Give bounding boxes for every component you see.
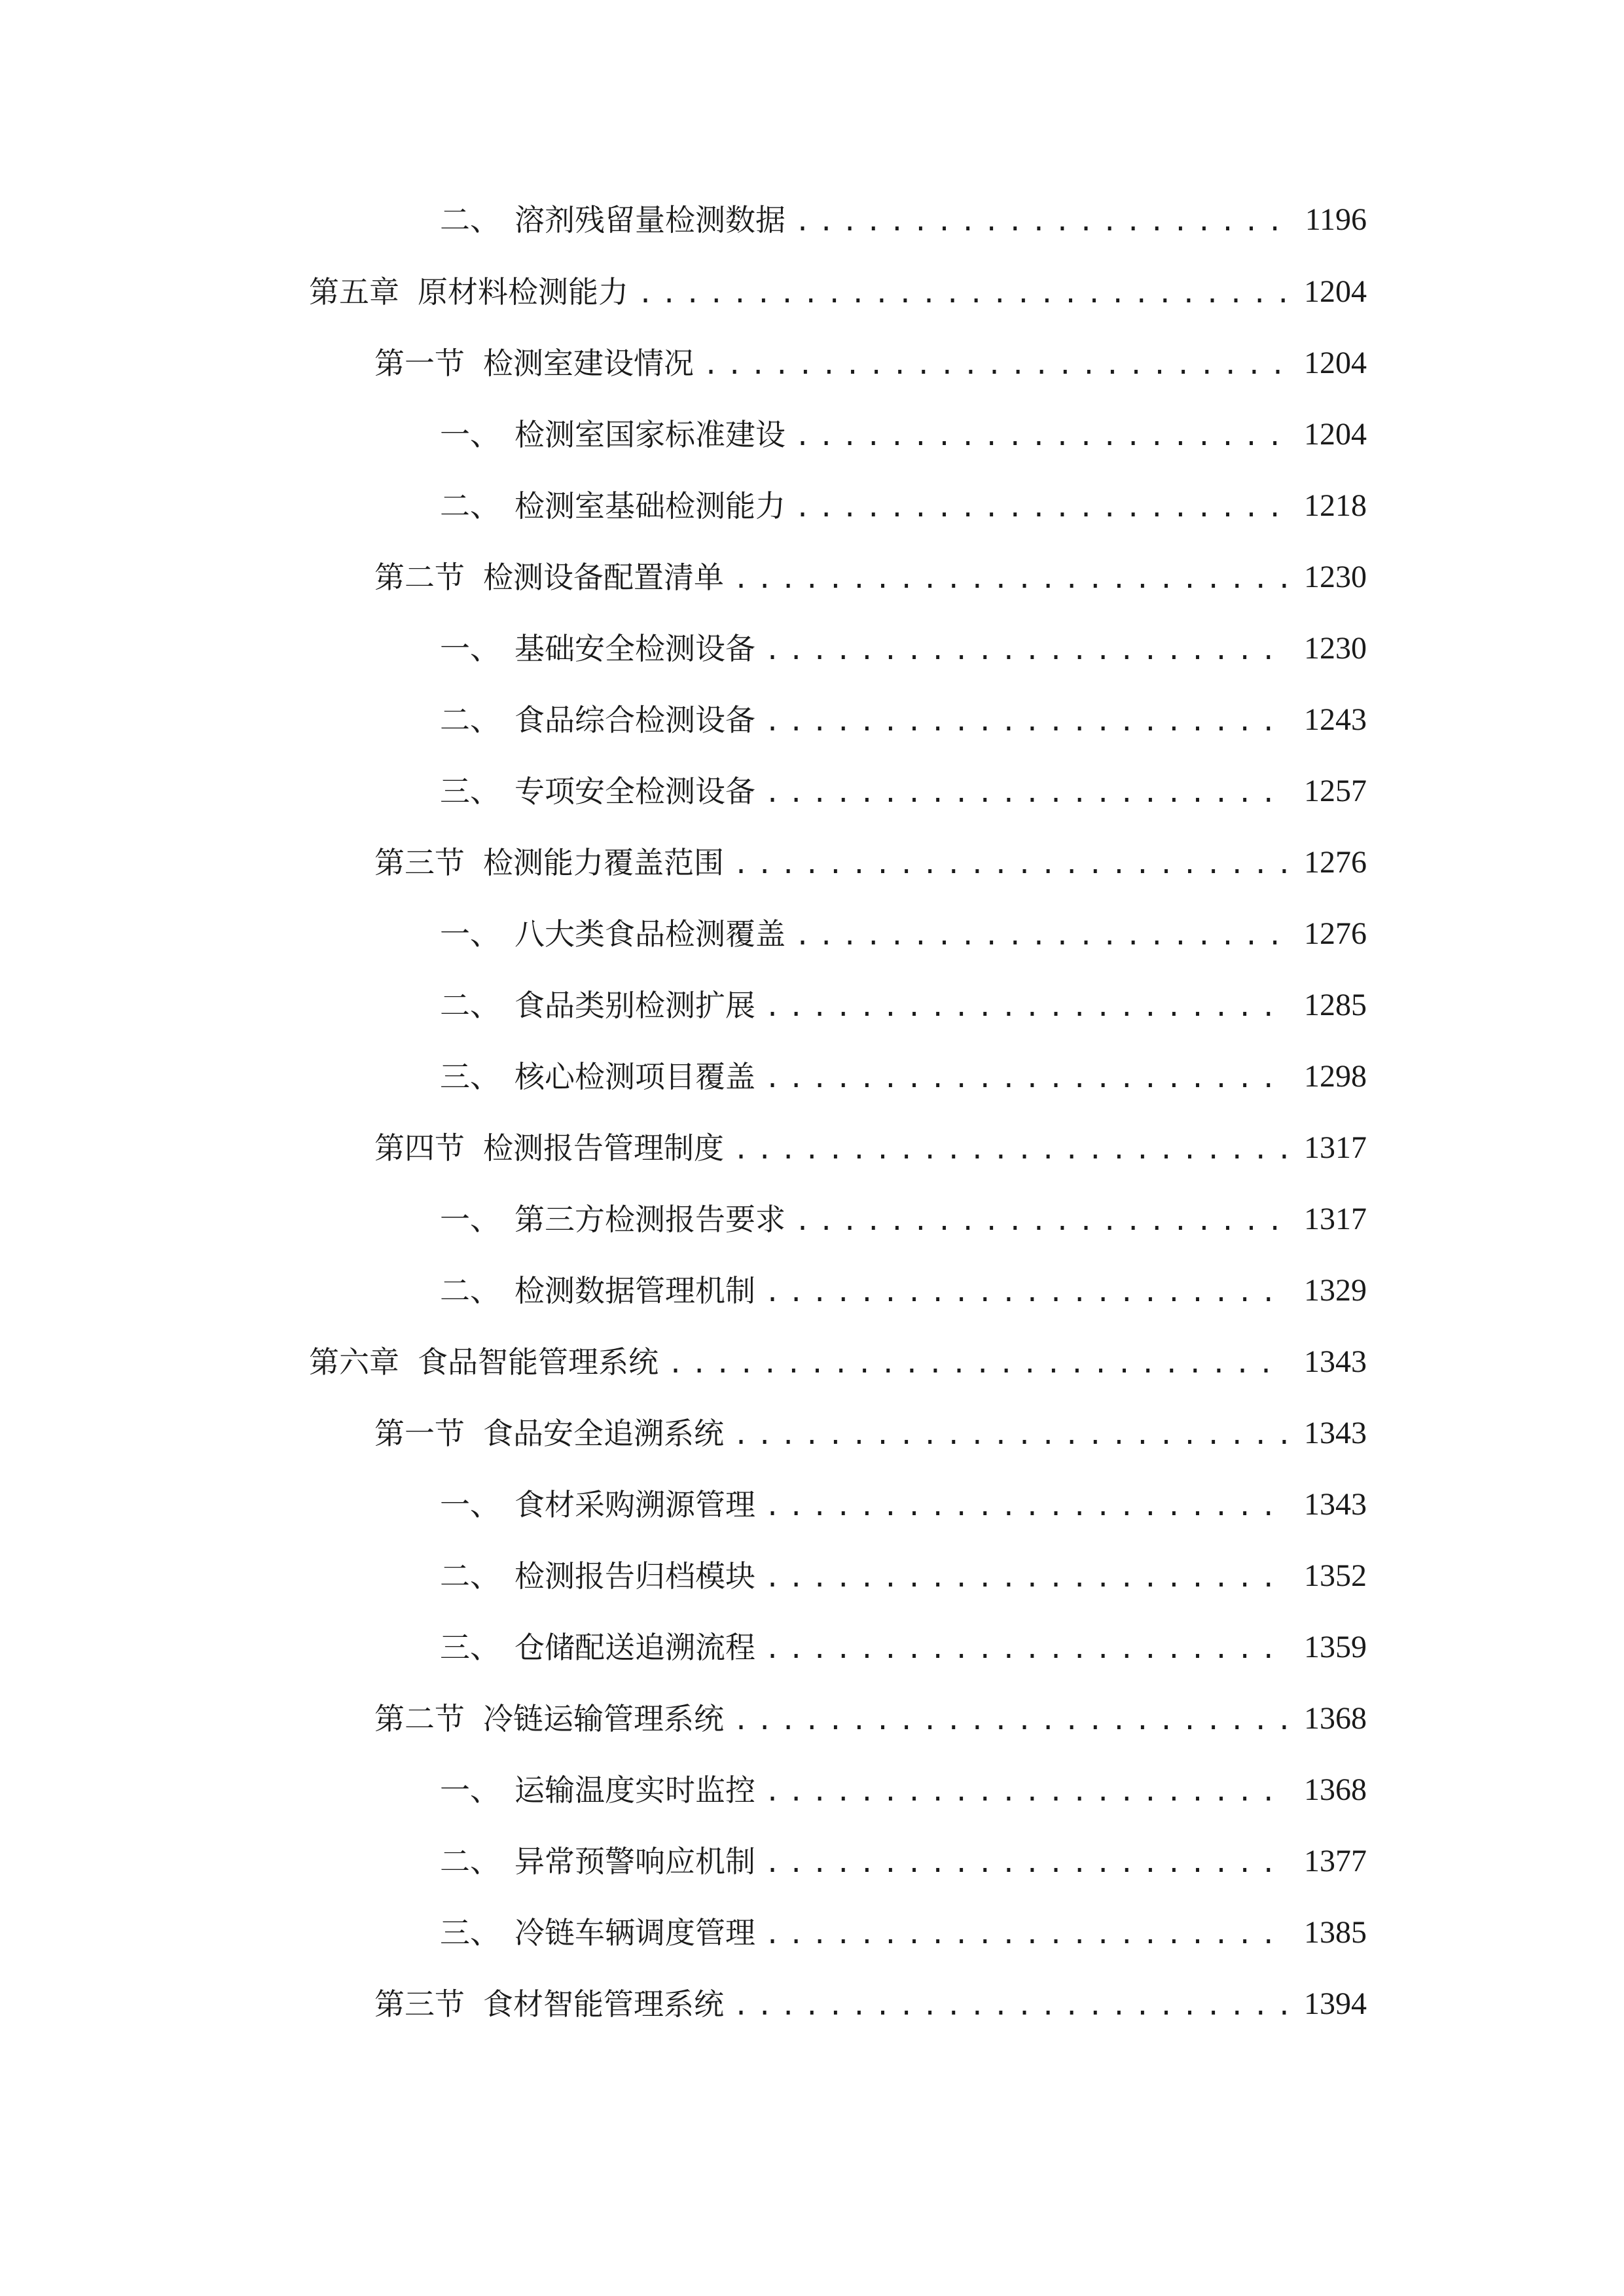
dot-leader bbox=[765, 1550, 1287, 1602]
toc-entry-number: 第一节 bbox=[374, 1416, 465, 1451]
toc-entry[interactable] bbox=[440, 908, 1367, 960]
toc-entry[interactable] bbox=[440, 1050, 1367, 1103]
dot-leader bbox=[765, 622, 1287, 675]
toc-entry[interactable] bbox=[440, 1550, 1367, 1602]
dot-leader bbox=[733, 1407, 1287, 1460]
toc-entry-number: 二、 bbox=[440, 202, 500, 238]
toc-entry-page: 1204 bbox=[1304, 274, 1367, 309]
toc-entry-page: 1343 bbox=[1304, 1416, 1367, 1450]
toc-entry-page: 1204 bbox=[1304, 417, 1367, 452]
toc-entry-title: 核心检测项目覆盖 bbox=[514, 1059, 755, 1094]
toc-entry[interactable] bbox=[440, 480, 1367, 532]
toc-entry-title: 食品综合检测设备 bbox=[514, 702, 755, 738]
toc-entry-title: 异常预警响应机制 bbox=[514, 1844, 755, 1879]
dot-leader bbox=[668, 1336, 1287, 1388]
toc-entry[interactable] bbox=[374, 1122, 1367, 1174]
toc-entry-title: 食品智能管理系统 bbox=[418, 1344, 659, 1380]
toc-entry-page: 1298 bbox=[1304, 1059, 1367, 1094]
toc-entry-title: 检测能力覆盖范围 bbox=[483, 845, 724, 880]
toc-entry-number: 一、 bbox=[440, 1487, 500, 1522]
toc-entry-number: 二、 bbox=[440, 1558, 500, 1594]
toc-entry-number: 二、 bbox=[440, 988, 500, 1023]
toc-entry-number: 一、 bbox=[440, 417, 500, 452]
toc-entry-page: 1368 bbox=[1304, 1701, 1367, 1736]
toc-entry-title: 八大类食品检测覆盖 bbox=[514, 916, 785, 952]
toc-entry-title: 基础安全检测设备 bbox=[514, 631, 755, 666]
toc-entry-page: 1343 bbox=[1304, 1344, 1367, 1379]
toc-entry-number: 三、 bbox=[440, 774, 500, 809]
dot-leader bbox=[765, 979, 1287, 1031]
toc-entry-page: 1385 bbox=[1304, 1915, 1367, 1950]
toc-entry-number: 第三节 bbox=[374, 1986, 465, 2022]
toc-entry[interactable] bbox=[374, 551, 1367, 603]
toc-entry-number: 第三节 bbox=[374, 845, 465, 880]
toc-entry-number: 一、 bbox=[440, 1772, 500, 1808]
toc-entry-number: 第六章 bbox=[309, 1344, 399, 1380]
toc-entry-page: 1243 bbox=[1304, 702, 1367, 737]
dot-leader bbox=[795, 194, 1287, 246]
dot-leader bbox=[733, 1693, 1287, 1745]
dot-leader bbox=[733, 1122, 1287, 1174]
toc-entry[interactable] bbox=[440, 1621, 1367, 1674]
dot-leader bbox=[733, 836, 1287, 889]
toc-entry[interactable] bbox=[440, 765, 1367, 817]
toc-entry-number: 一、 bbox=[440, 916, 500, 952]
toc-entry[interactable] bbox=[374, 337, 1367, 389]
toc-entry-title: 检测设备配置清单 bbox=[483, 560, 724, 595]
toc-entry-number: 第一节 bbox=[374, 346, 465, 381]
toc-entry-number: 二、 bbox=[440, 702, 500, 738]
toc-entry-number: 第二节 bbox=[374, 1701, 465, 1736]
toc-entry-number: 二、 bbox=[440, 488, 500, 524]
dot-leader bbox=[795, 1193, 1287, 1246]
toc-entry-page: 1329 bbox=[1304, 1273, 1367, 1308]
toc-entry-title: 检测数据管理机制 bbox=[514, 1273, 755, 1308]
toc-entry-page: 1368 bbox=[1304, 1772, 1367, 1807]
toc-entry[interactable] bbox=[440, 408, 1367, 461]
toc-entry-page: 1352 bbox=[1304, 1558, 1367, 1593]
dot-leader bbox=[795, 408, 1287, 461]
toc-entry-title: 食品类别检测扩展 bbox=[514, 988, 755, 1023]
dot-leader bbox=[638, 266, 1287, 318]
toc-entry-title: 运输温度实时监控 bbox=[514, 1772, 755, 1808]
toc-entry-title: 溶剂残留量检测数据 bbox=[514, 202, 785, 238]
toc-entry-number: 三、 bbox=[440, 1630, 500, 1665]
dot-leader bbox=[765, 1907, 1287, 1959]
toc-entry-number: 二、 bbox=[440, 1273, 500, 1308]
toc-entry[interactable] bbox=[440, 1764, 1367, 1816]
toc-entry-page: 1394 bbox=[1304, 1986, 1367, 2021]
toc-entry-page: 1317 bbox=[1304, 1202, 1367, 1236]
toc-entry-title: 仓储配送追溯流程 bbox=[514, 1630, 755, 1665]
toc-entry-page: 1317 bbox=[1304, 1130, 1367, 1165]
dot-leader bbox=[765, 1835, 1287, 1888]
dot-leader bbox=[765, 1265, 1287, 1317]
toc-entry[interactable] bbox=[309, 266, 1367, 318]
dot-leader bbox=[765, 1764, 1287, 1816]
toc-entry-number: 第五章 bbox=[309, 274, 399, 310]
dot-leader bbox=[733, 551, 1287, 603]
toc-entry-title: 食材智能管理系统 bbox=[483, 1986, 724, 2022]
toc-entry-page: 1230 bbox=[1304, 560, 1367, 594]
toc-entry-number: 一、 bbox=[440, 631, 500, 666]
toc-entry[interactable] bbox=[440, 979, 1367, 1031]
toc-entry-page: 1204 bbox=[1304, 346, 1367, 380]
toc-entry[interactable] bbox=[374, 1978, 1367, 2030]
dot-leader bbox=[795, 908, 1287, 960]
toc-entry-title: 原材料检测能力 bbox=[418, 274, 628, 310]
toc-entry[interactable] bbox=[309, 1336, 1367, 1388]
dot-leader bbox=[795, 480, 1287, 532]
toc-entry-number: 三、 bbox=[440, 1915, 500, 1950]
toc-entry-title: 第三方检测报告要求 bbox=[514, 1202, 785, 1237]
dot-leader bbox=[765, 1621, 1287, 1674]
toc-entry-page: 1343 bbox=[1304, 1487, 1367, 1522]
toc-entry-page: 1285 bbox=[1304, 988, 1367, 1022]
toc-entry-page: 1276 bbox=[1304, 845, 1367, 880]
toc-entry-number: 三、 bbox=[440, 1059, 500, 1094]
toc-entry-page: 1257 bbox=[1304, 774, 1367, 808]
toc-entry-title: 检测报告归档模块 bbox=[514, 1558, 755, 1594]
toc-entry[interactable] bbox=[374, 1407, 1367, 1460]
toc-entry[interactable] bbox=[440, 1835, 1367, 1888]
toc-entry-page: 1377 bbox=[1304, 1844, 1367, 1878]
dot-leader bbox=[765, 765, 1287, 817]
toc-entry-title: 冷链运输管理系统 bbox=[483, 1701, 724, 1736]
toc-entry[interactable] bbox=[440, 694, 1367, 746]
toc-entry[interactable] bbox=[440, 1193, 1367, 1246]
toc-entry-title: 检测室国家标准建设 bbox=[514, 417, 785, 452]
toc-entry-page: 1230 bbox=[1304, 631, 1367, 666]
toc-entry[interactable] bbox=[440, 1265, 1367, 1317]
toc-entry-page: 1276 bbox=[1304, 916, 1367, 951]
dot-leader bbox=[703, 337, 1287, 389]
toc-entry-title: 食材采购溯源管理 bbox=[514, 1487, 755, 1522]
toc-entry-number: 第二节 bbox=[374, 560, 465, 595]
toc-entry-number: 二、 bbox=[440, 1844, 500, 1879]
toc-entry-title: 食品安全追溯系统 bbox=[483, 1416, 724, 1451]
toc-entry-title: 检测报告管理制度 bbox=[483, 1130, 724, 1166]
toc-entry[interactable] bbox=[440, 194, 1367, 246]
toc-entry-number: 一、 bbox=[440, 1202, 500, 1237]
toc-entry-title: 专项安全检测设备 bbox=[514, 774, 755, 809]
toc-entry[interactable] bbox=[440, 1479, 1367, 1531]
toc-entry-page: 1218 bbox=[1304, 488, 1367, 523]
toc-entry[interactable] bbox=[374, 1693, 1367, 1745]
toc-entry-page: 1196 bbox=[1305, 202, 1367, 237]
toc-entry-number: 第四节 bbox=[374, 1130, 465, 1166]
toc-entry-title: 冷链车辆调度管理 bbox=[514, 1915, 755, 1950]
toc-entry-page: 1359 bbox=[1304, 1630, 1367, 1664]
dot-leader bbox=[765, 694, 1287, 746]
toc-entry-title: 检测室基础检测能力 bbox=[514, 488, 785, 524]
toc-entry-title: 检测室建设情况 bbox=[483, 346, 694, 381]
dot-leader bbox=[765, 1050, 1287, 1103]
toc-entry[interactable] bbox=[440, 1907, 1367, 1959]
dot-leader bbox=[765, 1479, 1287, 1531]
toc-entry[interactable] bbox=[440, 622, 1367, 675]
dot-leader bbox=[733, 1978, 1287, 2030]
toc-entry[interactable] bbox=[374, 836, 1367, 889]
